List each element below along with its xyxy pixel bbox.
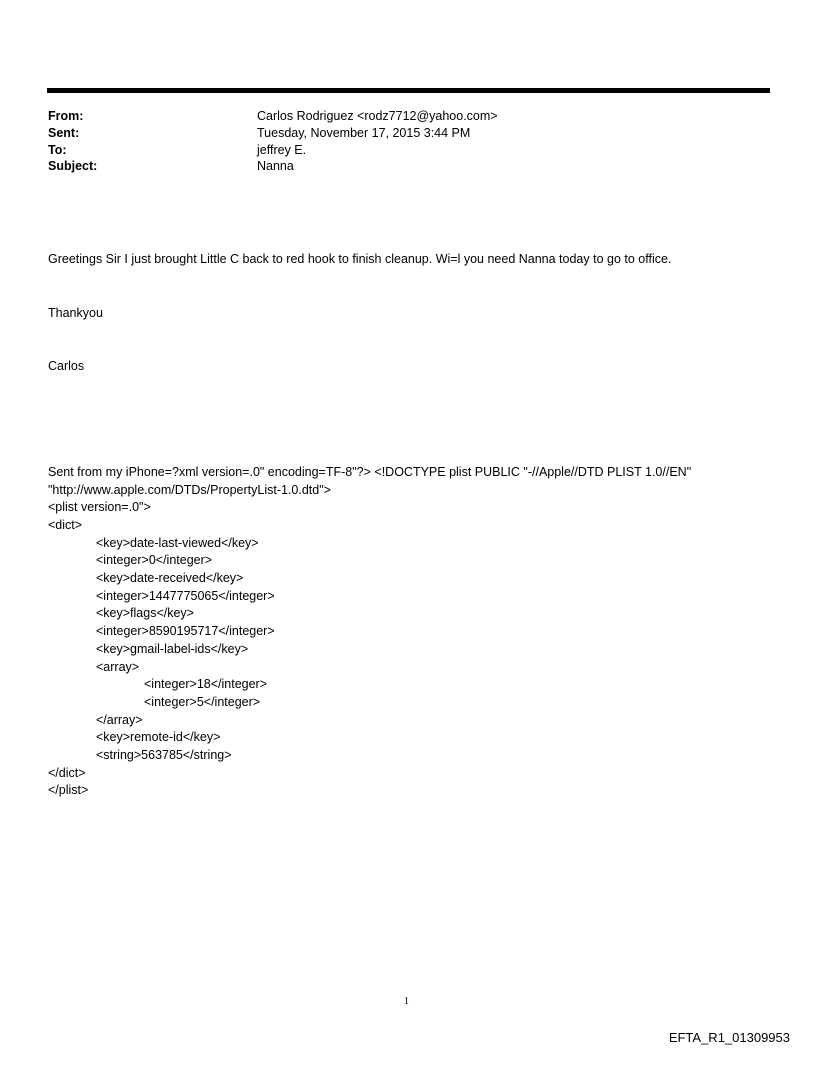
plist-line: <plist version=.0"> <box>48 500 151 515</box>
plist-line: <array> <box>96 659 140 674</box>
plist-line: <key>gmail-label-ids</key> <box>96 641 249 656</box>
document-id: EFTA_R1_01309953 <box>668 1030 790 1045</box>
from-label: From: <box>48 109 84 123</box>
header-divider <box>47 88 770 93</box>
to-label: To: <box>48 142 67 157</box>
plist-line: <integer>8590195717</integer> <box>96 624 275 639</box>
subject-label: Subject: <box>48 159 98 174</box>
plist-line: <integer>5</integer> <box>144 694 261 709</box>
from-row <box>48 108 498 125</box>
to-row <box>48 142 498 159</box>
plist-line: <key>date-last-viewed</key> <box>96 535 259 550</box>
message-line: Carlos <box>48 358 85 373</box>
plist-block <box>48 464 691 800</box>
plist-line: <integer>18</integer> <box>144 677 268 692</box>
plist-line: <key>remote-id</key> <box>96 730 221 745</box>
sent-row <box>48 125 498 142</box>
plist-line: Sent from my iPhone=?xml version=.0" encoding=TF-8"?> <!DOCTYPE plist PUBLIC "-//Apple//DTD PLIST 1.0//EN" <box>48 464 692 479</box>
plist-line: "http://www.apple.com/DTDs/PropertyList-1.0.dtd"> <box>48 482 331 497</box>
plist-line: <key>date-received</key> <box>96 571 244 586</box>
plist-line: <integer>1447775065</integer> <box>96 588 275 603</box>
subject-row <box>48 158 498 175</box>
message-line: Greetings Sir I just brought Little C back to red hook to finish cleanup. Wi=l you need Nanna today to go to office. <box>48 252 672 267</box>
plist-line: </dict> <box>48 765 86 780</box>
sent-label: Sent: <box>48 125 80 140</box>
plist-line: <key>flags</key> <box>96 606 194 621</box>
email-header <box>48 108 498 175</box>
email-body <box>48 216 691 818</box>
message-line: Thankyou <box>48 305 103 320</box>
subject-value: Nanna <box>257 159 294 174</box>
from-value: Carlos Rodriguez <rodz7712@yahoo.com> <box>257 109 498 123</box>
plist-line: <string>563785</string> <box>96 748 232 763</box>
sent-value: Tuesday, November 17, 2015 3:44 PM <box>257 125 471 140</box>
plist-line: <integer>0</integer> <box>96 553 213 568</box>
plist-line: <dict> <box>48 517 83 532</box>
plist-line: </array> <box>96 712 143 727</box>
page-number: 1 <box>404 996 409 1007</box>
plist-line: </plist> <box>48 783 89 798</box>
to-value: jeffrey E. <box>257 142 307 157</box>
